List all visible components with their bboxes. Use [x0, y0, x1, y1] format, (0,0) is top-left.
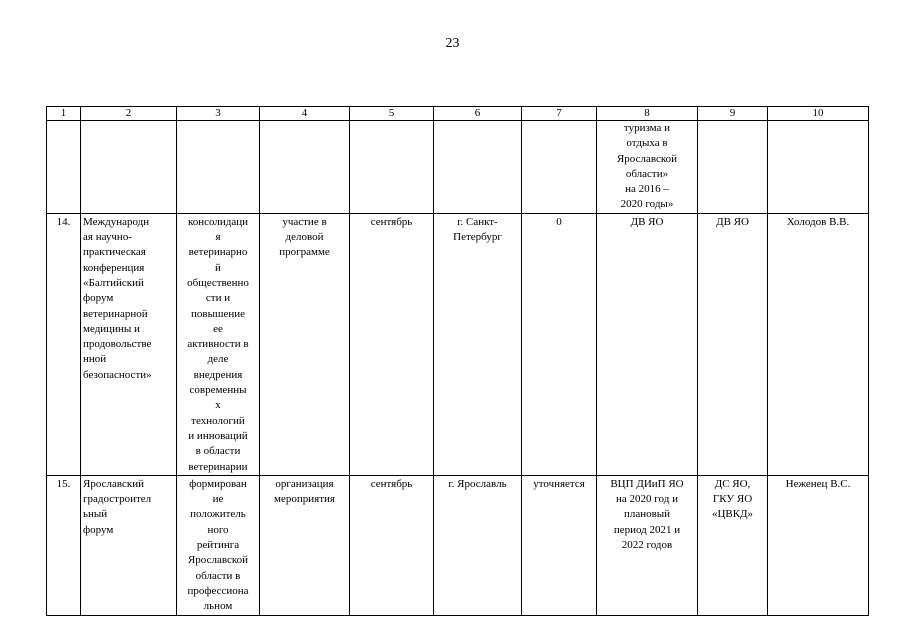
- executor-cell: ДС ЯО, ГКУ ЯО «ЦВКД»: [698, 475, 768, 615]
- funding-cell: 0: [522, 213, 597, 475]
- date-cell: сентябрь: [350, 213, 434, 475]
- column-number-row: [47, 107, 869, 121]
- event-cell: Ярославский градостроител ьный форум: [81, 475, 177, 615]
- goal-cell: консолидаци я ветеринарно й общественно сти и повышение ее активности в деле внедрения современны х технологий и инноваций в области ветеринарии: [177, 213, 260, 475]
- column-header: 8: [597, 107, 698, 121]
- column-header: 1: [47, 107, 81, 121]
- table-row: [47, 213, 869, 475]
- table-cell: [522, 121, 597, 214]
- table-row: [47, 475, 869, 615]
- table-cell: [350, 121, 434, 214]
- continuation-row: [47, 121, 869, 214]
- table-cell: [434, 121, 522, 214]
- place-cell: г. Ярославль: [434, 475, 522, 615]
- event-cell: Международн ая научно- практическая конференция «Балтийский форум ветеринарной медицины и продовольстве нной безопасности»: [81, 213, 177, 475]
- date-cell: сентябрь: [350, 475, 434, 615]
- table-cell: [81, 121, 177, 214]
- table-cell: [47, 121, 81, 214]
- column-header: 3: [177, 107, 260, 121]
- form-cell: участие в деловой программе: [260, 213, 350, 475]
- responsible-cell: Холодов В.В.: [768, 213, 869, 475]
- source-cell: туризма и отдыха в Ярославской области» на 2016 – 2020 годы»: [597, 121, 698, 214]
- source-cell: ВЦП ДИиП ЯО на 2020 год и плановый период 2021 и 2022 годов: [597, 475, 698, 615]
- table-cell: [260, 121, 350, 214]
- table-cell: [698, 121, 768, 214]
- responsible-cell: Неженец В.С.: [768, 475, 869, 615]
- column-header: 9: [698, 107, 768, 121]
- events-table: [46, 106, 869, 616]
- place-cell: г. Санкт- Петербург: [434, 213, 522, 475]
- column-header: 5: [350, 107, 434, 121]
- page-number: 23: [445, 36, 460, 51]
- funding-cell: уточняется: [522, 475, 597, 615]
- table-cell: [177, 121, 260, 214]
- column-header: 4: [260, 107, 350, 121]
- source-cell: ДВ ЯО: [597, 213, 698, 475]
- executor-cell: ДВ ЯО: [698, 213, 768, 475]
- column-header: 2: [81, 107, 177, 121]
- row-number-cell: 14.: [47, 213, 81, 475]
- row-number-cell: 15.: [47, 475, 81, 615]
- column-header: 10: [768, 107, 869, 121]
- goal-cell: формирован ие положитель ного рейтинга Ярославской области в профессиона льном: [177, 475, 260, 615]
- column-header: 7: [522, 107, 597, 121]
- column-header: 6: [434, 107, 522, 121]
- form-cell: организация мероприятия: [260, 475, 350, 615]
- table-cell: [768, 121, 869, 214]
